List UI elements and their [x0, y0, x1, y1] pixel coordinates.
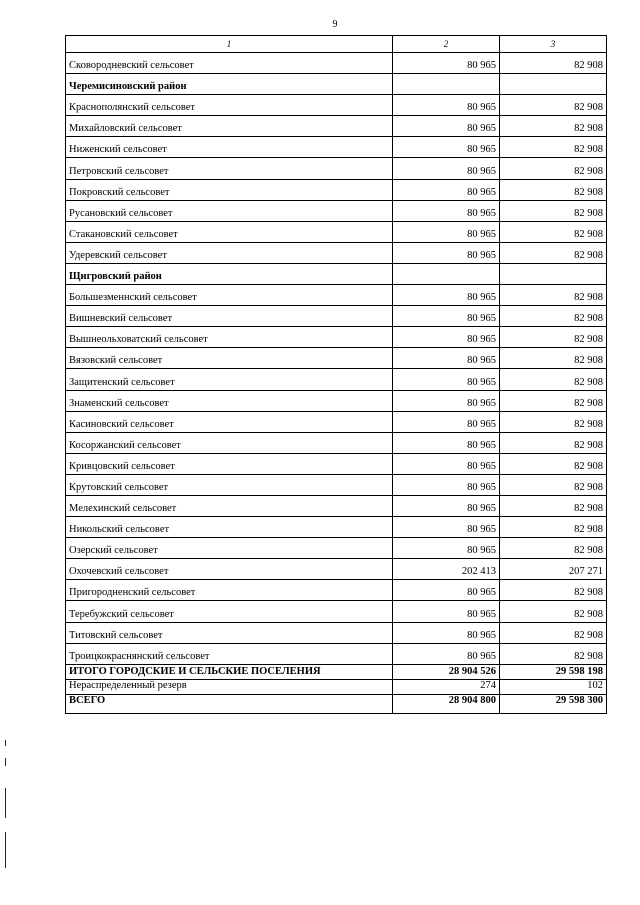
value-col2-cell: 80 965	[393, 580, 500, 601]
value-col3-cell: 82 908	[500, 242, 607, 263]
value-col2-cell: 80 965	[393, 432, 500, 453]
section-row	[66, 263, 607, 284]
table-row	[66, 643, 607, 664]
value-col2-cell: 80 965	[393, 622, 500, 643]
section-row	[66, 74, 607, 95]
table-row	[66, 369, 607, 390]
row-name-cell: Кривцовский сельсовет	[66, 453, 393, 474]
row-name-cell: Озерский сельсовет	[66, 538, 393, 559]
reserve-row	[66, 679, 607, 694]
total-row	[66, 664, 607, 679]
value-col2-cell: 80 965	[393, 137, 500, 158]
row-name-cell: Ниженский сельсовет	[66, 137, 393, 158]
value-col3-cell: 29 598 198	[500, 664, 607, 679]
value-col2-cell: 274	[393, 679, 500, 694]
table-row	[66, 474, 607, 495]
table-row	[66, 53, 607, 74]
value-col3-cell: 82 908	[500, 221, 607, 242]
row-name-cell: ВСЕГО	[66, 694, 393, 713]
value-col2-cell: 80 965	[393, 453, 500, 474]
value-col3-cell: 82 908	[500, 200, 607, 221]
row-name-cell: Охочевский сельсовет	[66, 559, 393, 580]
value-col2-cell: 80 965	[393, 95, 500, 116]
value-col2-cell: 80 965	[393, 411, 500, 432]
column-header-3: 3	[500, 36, 607, 53]
value-col2-cell: 80 965	[393, 53, 500, 74]
table-row	[66, 453, 607, 474]
row-name-cell: Знаменский сельсовет	[66, 390, 393, 411]
value-col3-cell	[500, 263, 607, 284]
row-name-cell: Большезменнский сельсовет	[66, 285, 393, 306]
margin-mark	[5, 740, 6, 746]
value-col2-cell: 80 965	[393, 474, 500, 495]
column-header-2: 2	[393, 36, 500, 53]
row-name-cell: Косоржанский сельсовет	[66, 432, 393, 453]
row-name-cell: Пригородненский сельсовет	[66, 580, 393, 601]
row-name-cell: Теребужский сельсовет	[66, 601, 393, 622]
value-col3-cell: 82 908	[500, 601, 607, 622]
table-row	[66, 622, 607, 643]
value-col3-cell: 207 271	[500, 559, 607, 580]
value-col3-cell: 82 908	[500, 538, 607, 559]
value-col2-cell: 80 965	[393, 517, 500, 538]
value-col3-cell: 82 908	[500, 306, 607, 327]
value-col2-cell	[393, 74, 500, 95]
table-row	[66, 221, 607, 242]
table-row	[66, 348, 607, 369]
value-col2-cell: 28 904 526	[393, 664, 500, 679]
row-name-cell: Удеревский сельсовет	[66, 242, 393, 263]
row-name-cell: Крутовский сельсовет	[66, 474, 393, 495]
row-name-cell: Сковородневский сельсовет	[66, 53, 393, 74]
value-col2-cell: 28 904 800	[393, 694, 500, 713]
value-col2-cell: 202 413	[393, 559, 500, 580]
value-col2-cell: 80 965	[393, 369, 500, 390]
row-name-cell: Михайловский сельсовет	[66, 116, 393, 137]
value-col3-cell: 82 908	[500, 390, 607, 411]
value-col3-cell: 82 908	[500, 327, 607, 348]
value-col2-cell: 80 965	[393, 221, 500, 242]
value-col2-cell: 80 965	[393, 495, 500, 516]
value-col3-cell	[500, 74, 607, 95]
value-col2-cell: 80 965	[393, 179, 500, 200]
table-row	[66, 559, 607, 580]
value-col2-cell: 80 965	[393, 390, 500, 411]
value-col2-cell: 80 965	[393, 306, 500, 327]
row-name-cell: Нераспределенный резерв	[66, 679, 393, 694]
table-row	[66, 580, 607, 601]
table-row	[66, 495, 607, 516]
margin-mark	[5, 788, 6, 818]
value-col3-cell: 82 908	[500, 474, 607, 495]
table-row	[66, 95, 607, 116]
value-col2-cell: 80 965	[393, 285, 500, 306]
row-name-cell: Мелехинский сельсовет	[66, 495, 393, 516]
value-col2-cell: 80 965	[393, 242, 500, 263]
table-row	[66, 411, 607, 432]
row-name-cell: Вязовский сельсовет	[66, 348, 393, 369]
row-name-cell: Черемисиновский район	[66, 74, 393, 95]
table-row	[66, 285, 607, 306]
table-row	[66, 116, 607, 137]
value-col2-cell: 80 965	[393, 348, 500, 369]
margin-mark	[5, 832, 6, 868]
column-header-1: 1	[66, 36, 393, 53]
table-body	[66, 53, 607, 714]
value-col3-cell: 82 908	[500, 285, 607, 306]
table-row	[66, 601, 607, 622]
value-col3-cell: 82 908	[500, 369, 607, 390]
row-name-cell: Русановский сельсовет	[66, 200, 393, 221]
value-col3-cell: 82 908	[500, 643, 607, 664]
value-col3-cell: 82 908	[500, 411, 607, 432]
row-name-cell: Касиновский сельсовет	[66, 411, 393, 432]
margin-mark	[5, 758, 6, 766]
value-col3-cell: 82 908	[500, 116, 607, 137]
value-col2-cell: 80 965	[393, 116, 500, 137]
table-row	[66, 306, 607, 327]
table-row	[66, 432, 607, 453]
value-col3-cell: 82 908	[500, 495, 607, 516]
value-col3-cell: 29 598 300	[500, 694, 607, 713]
value-col2-cell: 80 965	[393, 327, 500, 348]
value-col2-cell	[393, 263, 500, 284]
value-col2-cell: 80 965	[393, 200, 500, 221]
row-name-cell: Краснополянский сельсовет	[66, 95, 393, 116]
table-row	[66, 158, 607, 179]
table-row	[66, 179, 607, 200]
value-col3-cell: 82 908	[500, 137, 607, 158]
value-col3-cell: 82 908	[500, 432, 607, 453]
row-name-cell: Защитенский сельсовет	[66, 369, 393, 390]
budget-table	[65, 35, 607, 714]
value-col2-cell: 80 965	[393, 643, 500, 664]
row-name-cell: Вышнеольховатский сельсовет	[66, 327, 393, 348]
row-name-cell: Покровский сельсовет	[66, 179, 393, 200]
grand-row	[66, 694, 607, 713]
table-row	[66, 137, 607, 158]
table-row	[66, 538, 607, 559]
table-row	[66, 200, 607, 221]
row-name-cell: Щигровский район	[66, 263, 393, 284]
value-col3-cell: 82 908	[500, 453, 607, 474]
value-col3-cell: 82 908	[500, 158, 607, 179]
value-col3-cell: 82 908	[500, 517, 607, 538]
table-row	[66, 517, 607, 538]
value-col3-cell: 82 908	[500, 53, 607, 74]
value-col2-cell: 80 965	[393, 601, 500, 622]
row-name-cell: Стакановский сельсовет	[66, 221, 393, 242]
value-col3-cell: 102	[500, 679, 607, 694]
value-col2-cell: 80 965	[393, 538, 500, 559]
row-name-cell: Троицкокраснянский сельсовет	[66, 643, 393, 664]
row-name-cell: ИТОГО ГОРОДСКИЕ И СЕЛЬСКИЕ ПОСЕЛЕНИЯ	[66, 664, 393, 679]
page-number: 9	[332, 19, 338, 30]
row-name-cell: Титовский сельсовет	[66, 622, 393, 643]
value-col2-cell: 80 965	[393, 158, 500, 179]
row-name-cell: Никольский сельсовет	[66, 517, 393, 538]
table-row	[66, 242, 607, 263]
value-col3-cell: 82 908	[500, 580, 607, 601]
row-name-cell: Вишневский сельсовет	[66, 306, 393, 327]
row-name-cell: Петровский сельсовет	[66, 158, 393, 179]
value-col3-cell: 82 908	[500, 95, 607, 116]
column-number-row	[66, 36, 607, 53]
table-row	[66, 390, 607, 411]
value-col3-cell: 82 908	[500, 622, 607, 643]
value-col3-cell: 82 908	[500, 348, 607, 369]
value-col3-cell: 82 908	[500, 179, 607, 200]
table-row	[66, 327, 607, 348]
